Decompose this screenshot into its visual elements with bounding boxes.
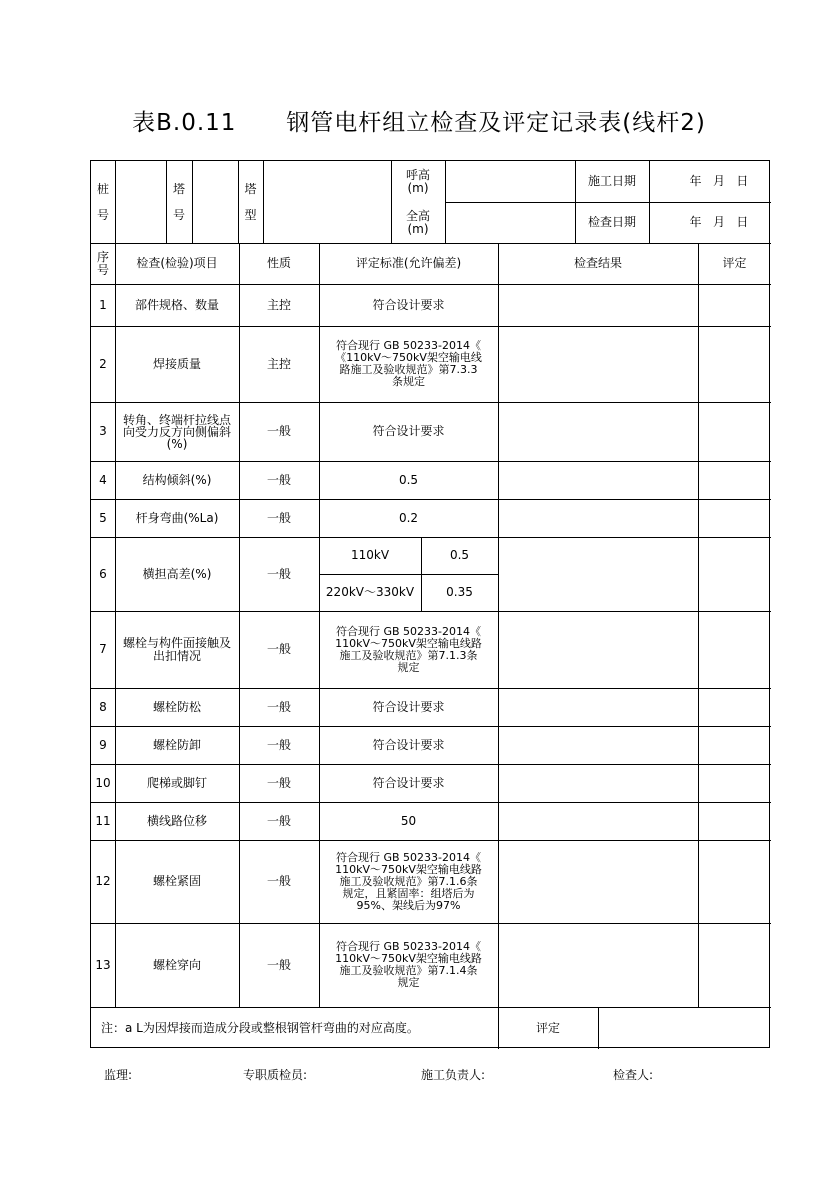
inspection-date-label: 检查日期 xyxy=(587,215,636,229)
row-6-nature: 一般 xyxy=(266,566,291,581)
row-13-nature: 一般 xyxy=(266,957,291,972)
col-seq: 序 号 xyxy=(96,249,109,277)
row-12-no: 12 xyxy=(95,874,111,888)
col-rating: 评定 xyxy=(722,256,747,270)
row-2-no: 2 xyxy=(99,356,107,371)
row-4-standard: 0.5 xyxy=(398,472,419,487)
footer-rating-label: 评定 xyxy=(535,1020,560,1035)
footer-rating-value[interactable] xyxy=(598,1007,771,1049)
inspection-date-value[interactable]: 年 月 日 xyxy=(689,215,749,229)
row-9-nature: 一般 xyxy=(266,737,291,752)
row-6-value-2: 0.35 xyxy=(446,585,473,599)
row-5-no: 5 xyxy=(99,510,107,525)
full-height-label: 全高 (m) xyxy=(405,208,430,236)
row-12-nature: 一般 xyxy=(266,874,291,888)
row-1-nature: 主控 xyxy=(266,297,291,312)
col-standard: 评定标准(允许偏差) xyxy=(355,256,462,270)
footer-note: 注：a L为因焊接而造成分段或整根钢管杆弯曲的对应高度。 xyxy=(101,1020,419,1035)
row-9-no: 9 xyxy=(99,737,107,752)
row-10-item: 爬梯或脚钉 xyxy=(146,775,207,790)
row-9-standard: 符合设计要求 xyxy=(372,737,445,752)
pile-no-label: 桩 号 xyxy=(96,182,109,222)
row-12-standard: 符合现行 GB 50233-2014《 110kV～750kV架空输电线路 施工及验收规范》第7.1.6条 规定，且紧固率：组塔后为 95%、架线后为97% xyxy=(335,850,482,912)
tower-type-value[interactable] xyxy=(263,161,391,243)
row-6-item: 横担高差(%) xyxy=(142,566,212,581)
row-4-item: 结构倾斜(%) xyxy=(142,472,212,487)
construction-date-label: 施工日期 xyxy=(587,174,636,188)
row-6-value-1: 0.5 xyxy=(449,548,470,562)
construction-lead-signature: 施工负责人: xyxy=(421,1068,486,1082)
row-11-nature: 一般 xyxy=(266,813,291,828)
row-2-nature: 主控 xyxy=(266,356,291,371)
row-7-nature: 一般 xyxy=(266,642,291,656)
quality-inspector-signature: 专职质检员: xyxy=(243,1068,308,1082)
row-13-item: 螺栓穿向 xyxy=(152,957,201,972)
row-6-voltage-2: 220kV～330kV xyxy=(325,585,415,599)
row-4-nature: 一般 xyxy=(266,472,291,487)
row-10-nature: 一般 xyxy=(266,775,291,790)
page-title: 表B.0.11 钢管电杆组立检查及评定记录表(线杆2) xyxy=(132,110,706,136)
row-7-no: 7 xyxy=(99,642,107,656)
row-5-standard: 0.2 xyxy=(398,510,419,525)
col-nature: 性质 xyxy=(266,256,291,270)
row-1-item: 部件规格、数量 xyxy=(134,297,219,312)
tower-no-value[interactable] xyxy=(192,161,238,243)
row-12-item: 螺栓紧固 xyxy=(152,874,201,888)
row-3-no: 3 xyxy=(99,424,107,438)
row-3-standard: 符合设计要求 xyxy=(372,424,445,438)
row-8-item: 螺栓防松 xyxy=(152,699,201,714)
row-13-standard: 符合现行 GB 50233-2014《 110kV～750kV架空输电线路 施工及验收规范》第7.1.4条 规定 xyxy=(335,940,482,989)
row-8-no: 8 xyxy=(99,699,107,714)
row-9-item: 螺栓防卸 xyxy=(152,737,201,752)
row-5-item: 杆身弯曲(%La) xyxy=(135,510,219,525)
tower-no-label: 塔 号 xyxy=(172,182,185,222)
row-2-item: 焊接质量 xyxy=(152,356,201,371)
row-1-no: 1 xyxy=(99,297,107,312)
row-7-standard: 符合现行 GB 50233-2014《 110kV～750kV架空输电线路 施工及验收规范》第7.1.3条 规定 xyxy=(335,624,482,674)
call-height-label: 呼高 (m) xyxy=(405,167,430,195)
row-6-no: 6 xyxy=(99,566,107,581)
tower-type-label: 塔 型 xyxy=(244,182,257,222)
row-10-standard: 符合设计要求 xyxy=(372,775,445,790)
row-4-no: 4 xyxy=(99,472,107,487)
row-8-nature: 一般 xyxy=(266,699,291,714)
row-5-nature: 一般 xyxy=(266,510,291,525)
row-3-nature: 一般 xyxy=(266,424,291,438)
supervisor-signature: 监理: xyxy=(104,1068,133,1082)
pile-no-value[interactable] xyxy=(115,161,166,243)
row-3-item: 转角、终端杆拉线点 向受力反方向侧偏斜 (%) xyxy=(122,412,231,451)
row-11-no: 11 xyxy=(95,813,111,828)
construction-date-value[interactable]: 年 月 日 xyxy=(689,174,749,188)
row-10-no: 10 xyxy=(95,775,111,790)
col-result: 检查结果 xyxy=(573,256,622,270)
row-11-standard: 50 xyxy=(400,813,417,828)
inspection-table xyxy=(90,160,770,1048)
row-7-item: 螺栓与构件面接触及 出扣情况 xyxy=(122,635,231,663)
row-6-voltage-1: 110kV xyxy=(350,548,390,562)
inspector-signature: 检查人: xyxy=(613,1068,654,1082)
row-1-standard: 符合设计要求 xyxy=(372,297,445,312)
row-8-standard: 符合设计要求 xyxy=(372,699,445,714)
row-2-standard: 符合现行 GB 50233-2014《 《110kV～750kV架空输电线 路施工及验收规范》第7.3.3 条规定 xyxy=(335,339,482,388)
row-11-item: 横线路位移 xyxy=(146,813,207,828)
row-13-no: 13 xyxy=(95,957,111,972)
col-item: 检查(检验)项目 xyxy=(136,256,218,270)
